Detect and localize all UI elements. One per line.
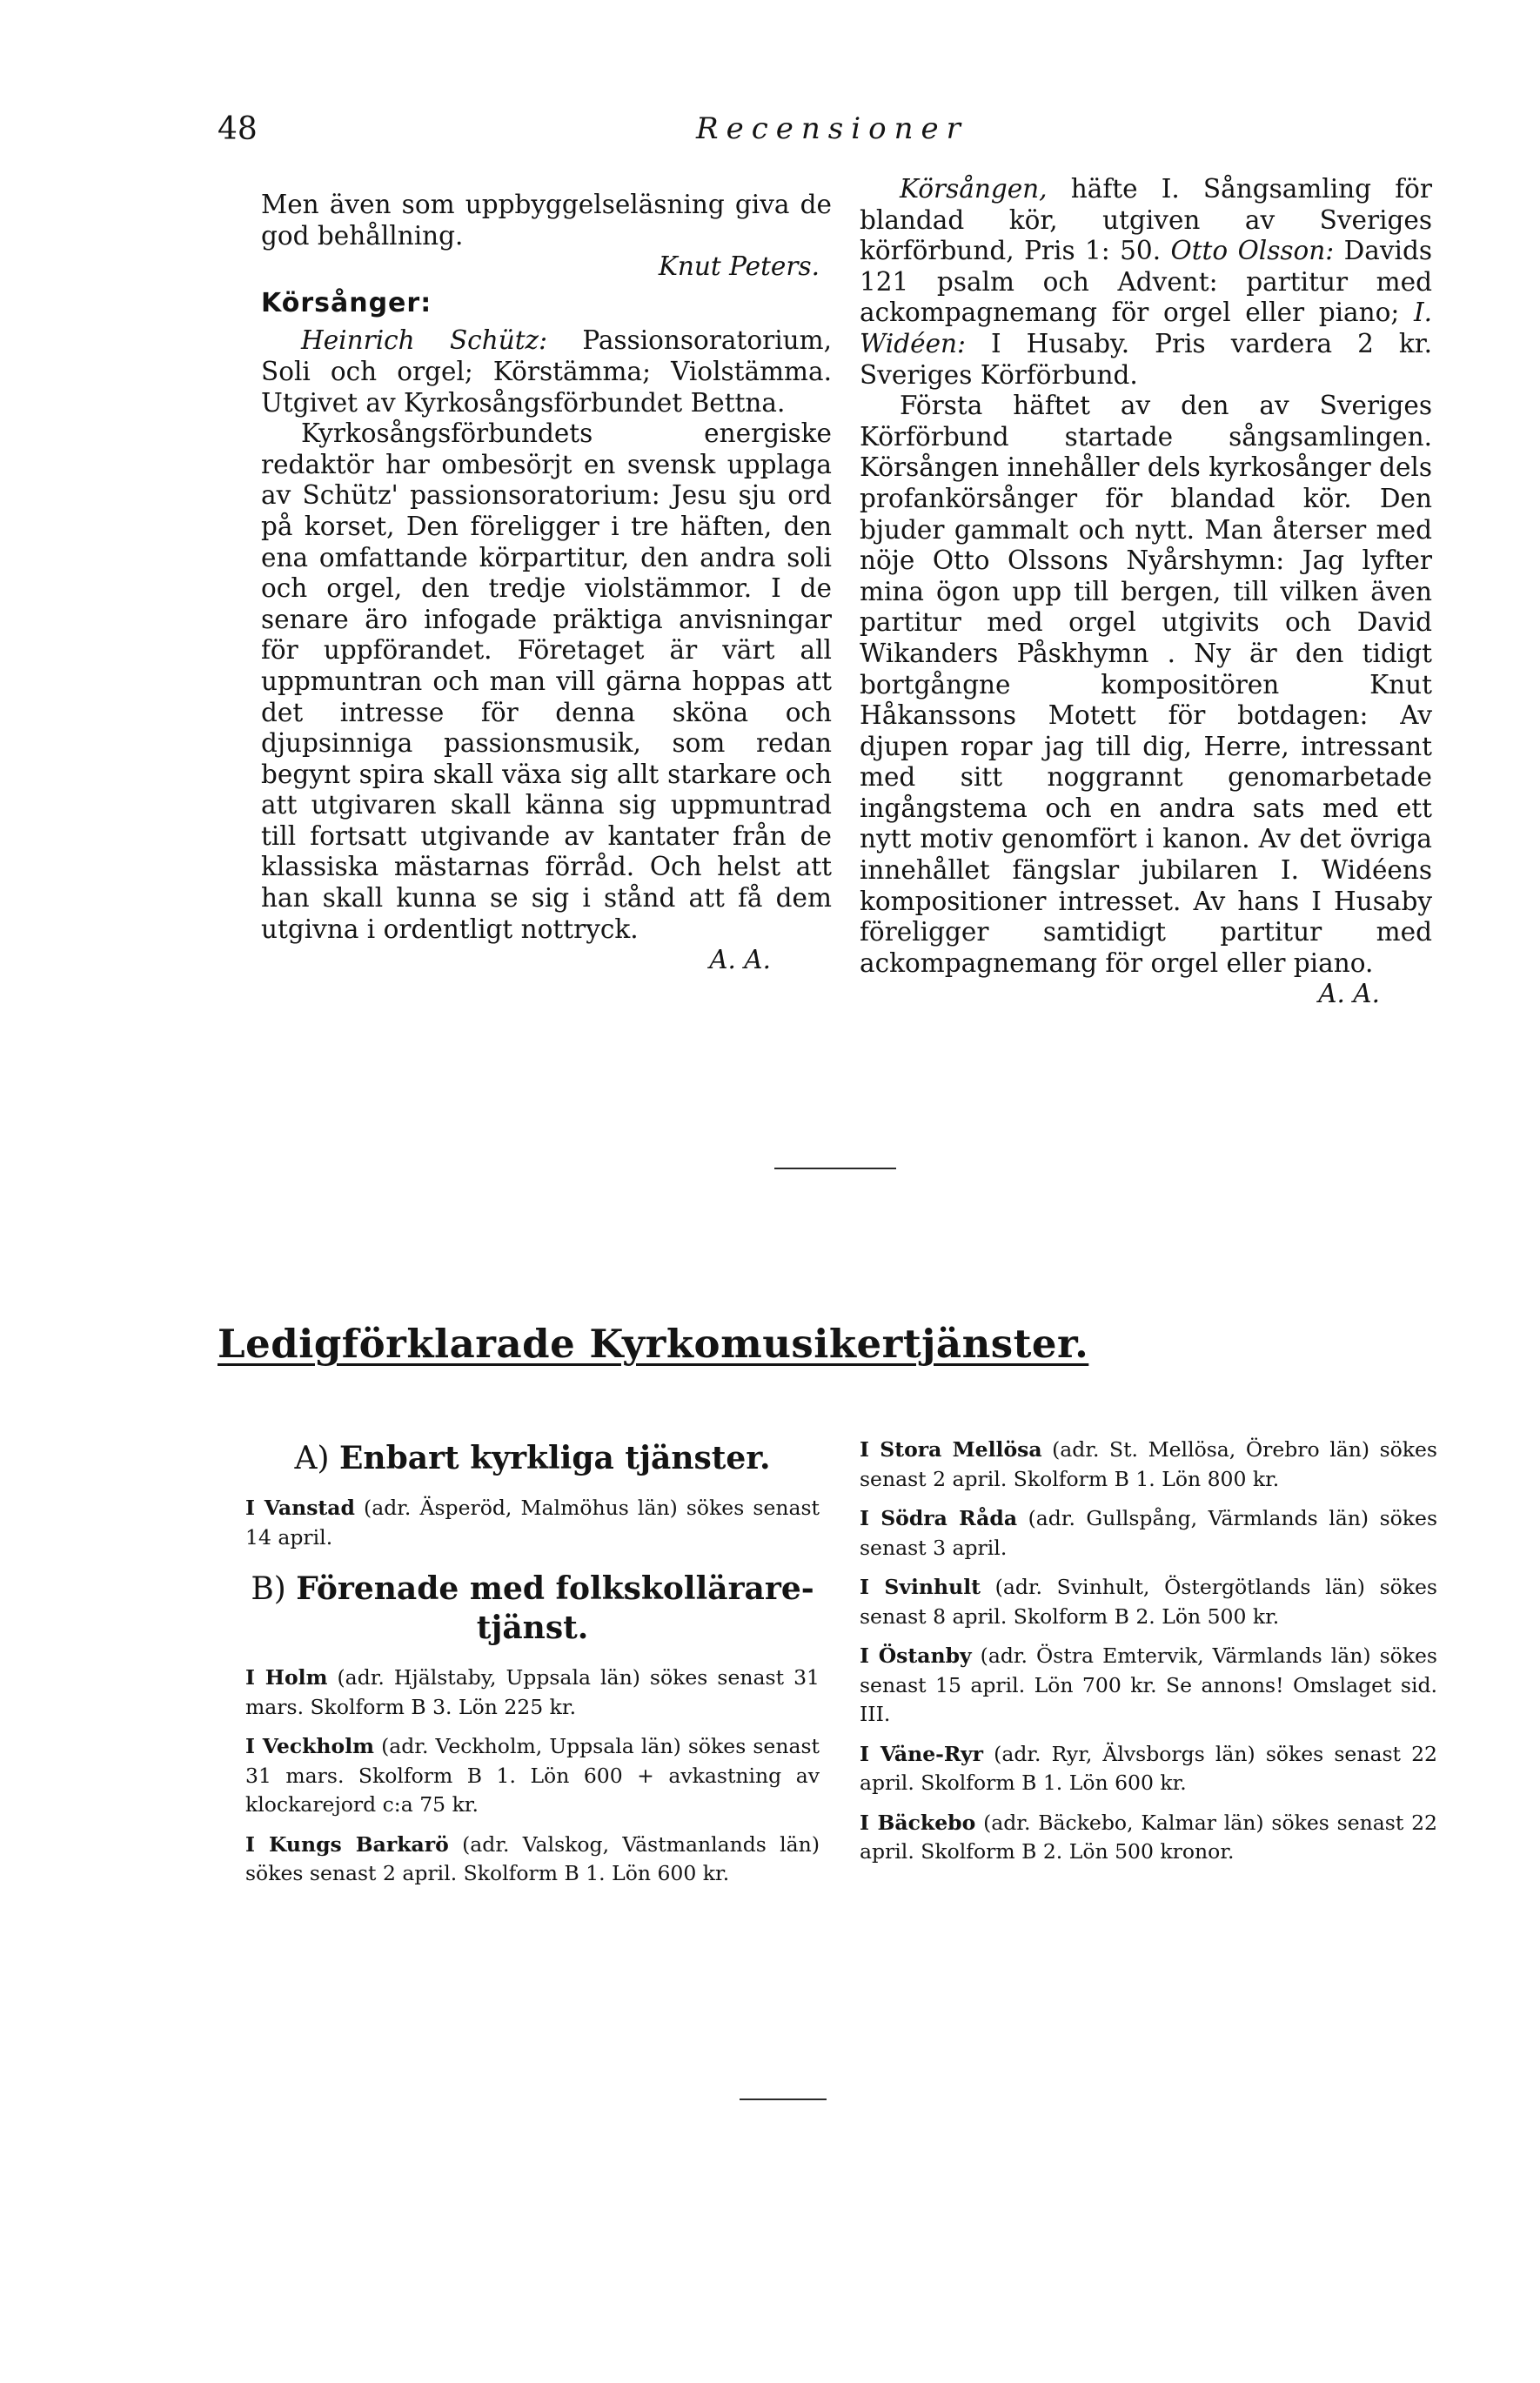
heading-a-text: Enbart kyrkliga tjänster. bbox=[338, 1440, 771, 1476]
signature-aa-right: A. A. bbox=[1318, 979, 1380, 1009]
right-paragraph-1-text-c: I Husaby. Pris vardera 2 kr. Sveriges Körförbund. bbox=[860, 328, 1432, 390]
vacancy-veckholm-text: (adr. Veckholm, Uppsala län) sökes senast 31 mars. Skolform B 1. Lön 600 + avkastning av klockarejord c:a 75 kr. bbox=[245, 1734, 820, 1817]
signature-knut-peters: Knut Peters. bbox=[658, 251, 820, 282]
left-paragraph-1: Men även som uppbyggelseläsning giva de god behållning. bbox=[261, 190, 832, 251]
place-vanstad: I Vanstad bbox=[245, 1496, 355, 1520]
vacancies-left-column bbox=[245, 1436, 820, 1899]
place-ostanby: I Östanby bbox=[860, 1643, 972, 1668]
author-schutz: Heinrich Schütz: bbox=[301, 325, 548, 356]
page-number: 48 bbox=[218, 111, 258, 147]
vacancy-backebo bbox=[860, 1809, 1437, 1867]
place-sodra-rada: I Södra Råda bbox=[860, 1506, 1018, 1530]
vacancy-vane-ryr bbox=[860, 1740, 1437, 1798]
vacancy-kungs-barkaro-text: (adr. Valskog, Västmanlands län) sökes senast 2 april. Skolform B 1. Lön 600 kr. bbox=[245, 1831, 820, 1885]
left-paragraph-2 bbox=[261, 325, 832, 418]
vacancy-backebo-text: (adr. Bäckebo, Kalmar län) sökes senast 22 april. Skolform B 2. Lön 500 kronor. bbox=[860, 1810, 1437, 1864]
section-title: Ledigförklarade Kyrkomusikertjänster. bbox=[218, 1321, 1089, 1367]
vacancy-veckholm bbox=[245, 1732, 820, 1820]
author-wideen: I. Widéen: bbox=[860, 298, 1432, 358]
heading-b-text: Förenade med folkskollärare-tjänst. bbox=[296, 1570, 814, 1646]
place-vane-ryr: I Väne-Ryr bbox=[860, 1741, 984, 1766]
right-paragraph-1-text-b: Davids 121 psalm och Advent: partitur med ackompagnemang för orgel eller piano; bbox=[860, 236, 1432, 328]
left-paragraph-3: Kyrkosångsförbundets energiske redaktör har ombesörjt en svensk upplaga av Schütz' passionsoratorium: Jesu sju ord på korset, Den föreligger i tre häften, den ena omfattande körpartitur, den andra soli och orgel, den tredje violstämmor. I de senare äro infogade präktiga anvisningar för uppförandet. Företaget är värt all uppmuntran och man vill gärna hoppas att det intresse för denna sköna och djupsinniga passionsmusik, som redan begynt spira skall växa sig allt starkare och att utgivaren skall känna sig uppmuntrad till fortsatt utgivande av kantater från de klassiska mästarnas förråd. Och helst att han skall kunna se sig i stånd att få dem utgivna i ordentligt nottryck. bbox=[261, 418, 832, 944]
author-otto-olsson: Otto Olsson: bbox=[1170, 236, 1335, 266]
heading-a-letter: A) bbox=[294, 1441, 330, 1476]
vacancy-stora-mellosa-text: (adr. St. Mellösa, Örebro län) sökes senast 2 april. Skolform B 1. Lön 800 kr. bbox=[860, 1437, 1437, 1491]
vacancy-svinhult-text: (adr. Svinhult, Östergötlands län) sökes senast 8 april. Skolform B 2. Lön 500 kr. bbox=[860, 1575, 1437, 1629]
heading-b-letter: B) bbox=[251, 1571, 286, 1607]
place-holm: I Holm bbox=[245, 1665, 328, 1690]
right-paragraph-1 bbox=[860, 174, 1432, 391]
vacancy-ostanby-text: (adr. Östra Emtervik, Värmlands län) sökes senast 15 april. Lön 700 kr. Se annons! Omslaget sid. III. bbox=[860, 1643, 1437, 1726]
running-head: Recensioner bbox=[696, 111, 968, 146]
heading-b bbox=[245, 1570, 820, 1648]
vacancy-kungs-barkaro bbox=[245, 1831, 820, 1889]
signature-aa-left: A. A. bbox=[709, 945, 771, 975]
place-stora-mellosa: I Stora Mellösa bbox=[860, 1437, 1042, 1462]
vacancy-holm bbox=[245, 1663, 820, 1722]
title-korsangen: Körsången, bbox=[900, 174, 1048, 204]
right-paragraph-1-text-a: häfte I. Sångsamling för blandad kör, utgiven av Sveriges körförbund, Pris 1: 50. bbox=[860, 174, 1432, 266]
place-veckholm: I Veckholm bbox=[245, 1734, 374, 1758]
subheading-korsanger: Körsånger: bbox=[261, 287, 432, 318]
divider-rule-top bbox=[774, 1168, 896, 1169]
left-column bbox=[261, 190, 832, 976]
vacancy-sodra-rada bbox=[860, 1504, 1437, 1563]
vacancy-vane-ryr-text: (adr. Ryr, Älvsborgs län) sökes senast 22 april. Skolform B 1. Lön 600 kr. bbox=[860, 1741, 1437, 1795]
place-svinhult: I Svinhult bbox=[860, 1575, 981, 1599]
vacancy-ostanby bbox=[860, 1642, 1437, 1730]
vacancy-holm-text: (adr. Hjälstaby, Uppsala län) sökes senast 31 mars. Skolform B 3. Lön 225 kr. bbox=[245, 1665, 820, 1719]
vacancy-stora-mellosa bbox=[860, 1436, 1437, 1494]
left-paragraph-2-text: Passionsoratorium, Soli och orgel; Körstämma; Violstämma. Utgivet av Kyrkosångsförbundet Bettna. bbox=[261, 325, 832, 418]
heading-a bbox=[245, 1439, 820, 1478]
vacancy-sodra-rada-text: (adr. Gullspång, Värmlands län) sökes senast 3 april. bbox=[860, 1506, 1438, 1560]
vacancy-svinhult bbox=[860, 1573, 1437, 1631]
vacancies-right-column bbox=[860, 1436, 1437, 1878]
place-backebo: I Bäckebo bbox=[860, 1810, 976, 1835]
right-column bbox=[860, 174, 1432, 1010]
divider-rule-bottom bbox=[740, 2099, 827, 2100]
right-paragraph-2: Första häftet av den av Sveriges Körförbund startade sångsamlingen. Körsången innehåller dels kyrkosånger dels profankörsånger för blandad kör. Den bjuder gammalt och nytt. Man återser med nöje Otto Olssons Nyårshymn: Jag lyfter mina ögon upp till bergen, till vilken även partitur med orgel utgivits och David Wikanders Påskhymn . Ny är den tidigt bortgångne kompositören Knut Håkanssons Motett för botdagen: Av djupen ropar jag till dig, Herre, intressant med sitt noggrannt genomarbetade ingångstema och en andra sats med ett nytt motiv genomfört i kanon. Av det övriga innehållet fängslar jubilaren I. Widéens kompositioner intresset. Av hans I Husaby föreligger samtidigt partitur med ackompagnemang för orgel eller piano. bbox=[860, 391, 1432, 978]
vacancy-vanstad bbox=[245, 1494, 820, 1552]
place-kungs-barkaro: I Kungs Barkarö bbox=[245, 1831, 449, 1857]
vacancy-vanstad-text: (adr. Äsperöd, Malmöhus län) sökes senast 14 april. bbox=[245, 1496, 820, 1550]
